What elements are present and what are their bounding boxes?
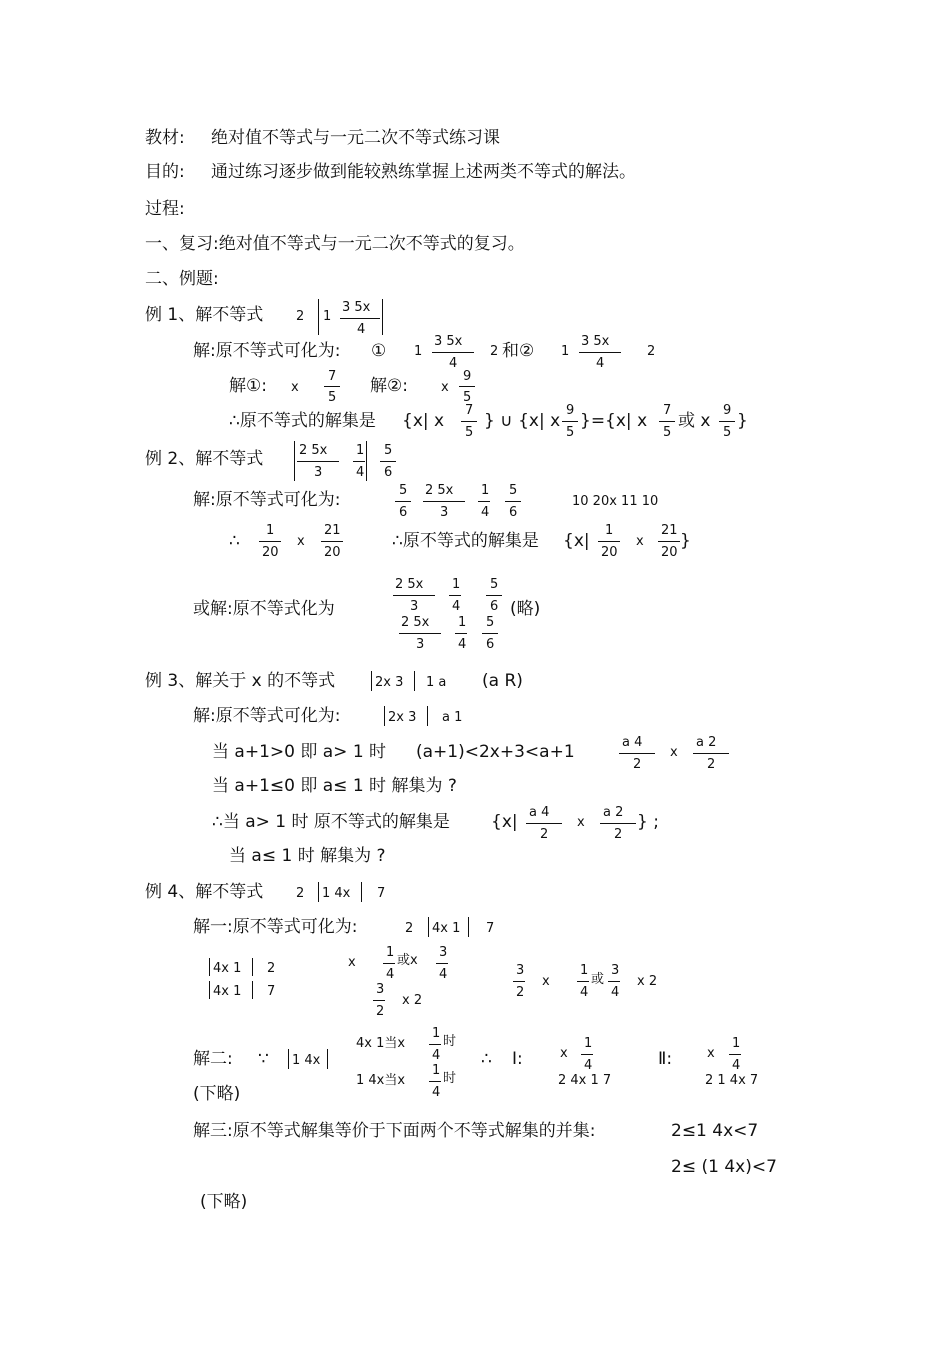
ex1-s2-x: x (441, 380, 449, 395)
ex1-c1-den: 4 (449, 356, 458, 371)
ex4-res-n1: 1 (580, 963, 589, 978)
ex3-case1-ineq: (a+1)<2x+3<a+1 (416, 742, 575, 762)
ex2-alt2-n: 2 5x (401, 615, 430, 630)
ex1-set-a-num: 7 (465, 403, 474, 418)
ex2-q-num1: 2 5x (299, 443, 328, 458)
fraction-bar (373, 1000, 385, 1001)
ex4-sol3-r2: 2≤ (1 4x)<7 (671, 1157, 777, 1177)
ex1-set-or: 或 x (678, 411, 711, 431)
ex2-r1n: 1 (266, 523, 275, 538)
ex4-sys2-x: x (348, 955, 356, 970)
ex3-case2: 当 a+1≤0 即 a≤ 1 时 解集为 ? (212, 776, 457, 796)
ex2-alt2-fd: 4 (458, 637, 467, 652)
ex1-s2-label: 解②: (370, 376, 408, 396)
ex1-s2-den: 5 (463, 390, 472, 405)
ex4-pw2-end: 时 (443, 1071, 457, 1086)
ex4-sys2-n2: 3 (439, 945, 448, 960)
fraction-bar (729, 1054, 741, 1055)
ex1-c1-a: 1 (414, 344, 423, 359)
ex4-sys2-n1: 1 (386, 945, 395, 960)
ex2-set-label: ∴原不等式的解集是 (392, 531, 539, 551)
ex1-title: 例 1、解不等式 (145, 305, 264, 325)
ex4-sys1-r1b: 2 (267, 961, 276, 976)
ex4-q-a: 2 (296, 886, 305, 901)
ex4-II-d: 4 (732, 1058, 741, 1073)
fraction-bar (719, 421, 735, 422)
abs-bar (427, 706, 428, 726)
ex4-I-r2: 2 4x 1 7 (558, 1073, 612, 1088)
ex4-sys1-r2b: 7 (267, 984, 276, 999)
ex1-set-a: {x| x (402, 411, 445, 431)
ex1-s1-label: 解①: (229, 376, 267, 396)
ex2-s2d: 20 (661, 545, 678, 560)
abs-bar (366, 441, 367, 481)
ex1-set-b-den: 5 (566, 425, 575, 440)
ex4-I-x: x (560, 1046, 568, 1061)
ex2-therefore: ∴ (229, 531, 240, 551)
ex2-alt1-rd: 6 (490, 599, 499, 614)
material-label: 教材: (145, 128, 185, 148)
abs-bar (209, 981, 210, 999)
fraction-bar (380, 461, 396, 462)
fraction-bar (513, 981, 525, 982)
ex2-f2n: 2 5x (425, 483, 454, 498)
ex1-c1-b: 2 (490, 344, 499, 359)
ex3-concl-end: } ; (637, 812, 659, 832)
ex2-sol-label: 解:原不等式可化为: (193, 490, 341, 510)
ex4-pw2-d: 4 (432, 1085, 441, 1100)
ex4-I-n: 1 (584, 1036, 593, 1051)
fraction-bar (423, 501, 465, 502)
ex4-sys2-mid: x 2 (402, 993, 423, 1008)
ex3-concl-rn: a 2 (603, 805, 624, 820)
fraction-bar (393, 595, 435, 596)
ex4-res-ln: 3 (516, 963, 525, 978)
fraction-bar (526, 823, 562, 824)
ex1-s2-num: 9 (463, 369, 472, 384)
ex2-omit: (略) (510, 599, 541, 619)
ex3-case1-rn: a 2 (696, 735, 717, 750)
abs-bar (318, 882, 319, 902)
ex4-sys1-r2: 4x 1 (213, 984, 242, 999)
ex3-case1-x: x (670, 745, 678, 760)
ex4-title: 例 4、解不等式 (145, 882, 264, 902)
ex1-set-union: } ∪ {x| x (484, 411, 561, 431)
ex2-alt2-d: 3 (416, 637, 425, 652)
ex2-s2n: 21 (661, 523, 678, 538)
ex4-sol1-a: 2 (405, 921, 414, 936)
examples-heading: 二、例题: (145, 269, 219, 289)
ex1-set-label: ∴原不等式的解集是 (229, 411, 376, 431)
process-heading: 过程: (145, 199, 185, 219)
ex3-concl-x: x (577, 815, 585, 830)
ex4-sol3-label: 解三:原不等式解集等价于下面两个不等式解集的并集: (193, 1121, 596, 1141)
ex2-f4d: 6 (509, 505, 518, 520)
ex2-r2d: 20 (324, 545, 341, 560)
ex1-sol-label: 解:原不等式可化为: (193, 341, 341, 361)
fraction-bar (598, 541, 620, 542)
ex3-concl2: 当 a≤ 1 时 解集为 ? (229, 846, 386, 866)
ex2-alt2-rn: 5 (486, 615, 495, 630)
abs-bar (288, 1049, 289, 1069)
ex4-sys1-r1: 4x 1 (213, 961, 242, 976)
ex2-alt2-rd: 6 (486, 637, 495, 652)
purpose-label: 目的: (145, 162, 185, 182)
ex4-sol2-label: 解二: (193, 1049, 233, 1069)
ex2-r1d: 20 (262, 545, 279, 560)
fraction-bar (482, 633, 498, 634)
ex4-case-I: Ⅰ: (512, 1049, 523, 1069)
ex4-sys2-ln: 3 (376, 982, 385, 997)
ex2-title: 例 2、解不等式 (145, 449, 264, 469)
ex1-s1-num: 7 (328, 369, 337, 384)
ex2-f1n: 5 (399, 483, 408, 498)
fraction-bar (608, 981, 620, 982)
ex4-case-II: Ⅱ: (658, 1049, 673, 1069)
ex3-case1-label: 当 a+1>0 即 a> 1 时 (212, 742, 387, 762)
ex4-res-d2: 4 (611, 985, 620, 1000)
abs-bar (468, 917, 469, 937)
abs-bar (414, 671, 415, 691)
abs-bar (209, 958, 210, 976)
ex4-because: ∵ (258, 1049, 269, 1069)
ex3-case1-ld: 2 (633, 757, 642, 772)
fraction-bar (340, 318, 380, 319)
ex2-f3d: 4 (481, 505, 490, 520)
ex2-q-den2: 4 (356, 465, 365, 480)
ex2-r2n: 21 (324, 523, 341, 538)
fraction-bar (577, 981, 589, 982)
ex3-title: 例 3、解关于 x 的不等式 (145, 671, 336, 691)
ex4-res-or: 或 (591, 972, 605, 987)
ex3-concl-ln: a 4 (529, 805, 550, 820)
ex2-set-a: {x| (563, 531, 590, 551)
ex4-sol1-abs: 4x 1 (432, 921, 461, 936)
fraction-bar (259, 541, 281, 542)
ex1-c1: ① (371, 341, 387, 361)
ex1-set-eq: }={x| x (580, 411, 648, 431)
ex1-s1-x: x (291, 380, 299, 395)
ex1-c2-a: 1 (561, 344, 570, 359)
abs-bar (382, 299, 383, 335)
ex1-set-end: } (737, 411, 748, 431)
ex1-q-b: 1 (323, 309, 332, 324)
abs-bar (384, 706, 385, 726)
fraction-bar (486, 595, 502, 596)
fraction-bar (658, 541, 680, 542)
fraction-bar (429, 1081, 441, 1082)
ex3-sol-label: 解:原不等式可化为: (193, 706, 341, 726)
ex3-q-rest: 1 a (426, 675, 447, 690)
ex4-pw2: 1 4x当x (356, 1073, 406, 1088)
abs-bar (371, 671, 372, 691)
ex4-pw2-n: 1 (432, 1063, 441, 1078)
fraction-bar (478, 501, 490, 502)
fraction-bar (436, 963, 448, 964)
ex2-set-end: } (680, 531, 691, 551)
fraction-bar (459, 386, 475, 387)
ex4-sol1-b: 7 (486, 921, 495, 936)
purpose-text: 通过练习逐步做到能较熟练掌握上述两类不等式的解法。 (211, 162, 636, 182)
ex2-q-num2: 1 (356, 443, 365, 458)
ex2-q-num3: 5 (384, 443, 393, 458)
ex2-alt1-fd: 4 (452, 599, 461, 614)
ex2-s1d: 20 (601, 545, 618, 560)
ex1-c2-den: 4 (596, 356, 605, 371)
ex1-q-num: 3 5x (342, 300, 371, 315)
ex1-c2-b: 2 (647, 344, 656, 359)
ex4-I-d: 4 (584, 1058, 593, 1073)
ex3-case1-ln: a 4 (622, 735, 643, 750)
ex4-res-n2: 3 (611, 963, 620, 978)
ex1-set-d-den: 5 (723, 425, 732, 440)
ex4-sys2-ld: 2 (376, 1004, 385, 1019)
fraction-bar (562, 421, 578, 422)
ex4-pw1: 4x 1当x (356, 1036, 406, 1051)
fraction-bar (600, 823, 636, 824)
ex4-res-tail: x 2 (637, 974, 658, 989)
ex4-res-x: x (542, 974, 550, 989)
abs-bar (318, 299, 319, 335)
ex2-rx: x (297, 534, 305, 549)
fraction-bar (659, 421, 675, 422)
fraction-bar (353, 461, 365, 462)
material-text: 绝对值不等式与一元二次不等式练习课 (211, 128, 500, 148)
ex1-set-c-num: 7 (663, 403, 672, 418)
ex2-alt1-rn: 5 (490, 577, 499, 592)
ex1-set-c-den: 5 (663, 425, 672, 440)
ex1-c1-num: 3 5x (434, 334, 463, 349)
review-section: 一、复习:绝对值不等式与一元二次不等式的复习。 (145, 234, 525, 254)
fraction-bar (461, 421, 477, 422)
ex4-q-b: 7 (377, 886, 386, 901)
fraction-bar (395, 501, 411, 502)
ex3-sol-rest: a 1 (442, 710, 463, 725)
fraction-bar (693, 753, 729, 754)
ex1-set-a-den: 5 (465, 425, 474, 440)
ex3-concl-ld: 2 (540, 827, 549, 842)
ex4-res-ld: 2 (516, 985, 525, 1000)
ex4-sys2-or: 或x (397, 953, 418, 968)
ex4-res-d1: 4 (580, 985, 589, 1000)
ex1-and: 和② (502, 341, 535, 361)
ex4-pw1-d: 4 (432, 1048, 441, 1063)
abs-bar (252, 981, 253, 999)
ex4-pw1-end: 时 (443, 1034, 457, 1049)
abs-bar (428, 917, 429, 937)
fraction-bar (321, 541, 343, 542)
abs-bar (361, 882, 362, 902)
ex2-alt1-n: 2 5x (395, 577, 424, 592)
ex4-II-r2: 2 1 4x 7 (705, 1073, 759, 1088)
ex2-s1n: 1 (605, 523, 614, 538)
ex1-q-den: 4 (357, 322, 366, 337)
abs-bar (327, 1049, 328, 1069)
ex1-q-a: 2 (296, 309, 305, 324)
fraction-bar (619, 753, 655, 754)
ex4-sys2-d2: 4 (439, 967, 448, 982)
ex4-sol1-label: 解一:原不等式可化为: (193, 917, 358, 937)
ex1-set-d-num: 9 (723, 403, 732, 418)
ex1-s1-den: 5 (328, 390, 337, 405)
abs-bar (252, 958, 253, 976)
fraction-bar (581, 1054, 593, 1055)
fraction-bar (297, 461, 339, 462)
ex4-therefore: ∴ (481, 1049, 492, 1069)
ex3-case1-rd: 2 (707, 757, 716, 772)
ex3-q-abs: 2x 3 (375, 675, 404, 690)
ex3-concl-label: ∴当 a> 1 时 原不等式的解集是 (212, 812, 450, 832)
fraction-bar (324, 386, 340, 387)
abs-bar (294, 441, 295, 481)
ex2-alt1-fn: 1 (452, 577, 461, 592)
ex4-q-abs: 1 4x (322, 886, 351, 901)
ex4-omit1: (下略) (193, 1084, 241, 1104)
ex2-q-den1: 3 (314, 465, 323, 480)
fraction-bar (455, 633, 467, 634)
ex2-alt-label: 或解:原不等式化为 (193, 599, 335, 619)
fraction-bar (429, 1044, 441, 1045)
ex4-omit2: (下略) (200, 1192, 248, 1212)
ex4-sys2-d1: 4 (386, 967, 395, 982)
ex2-f2d: 3 (440, 505, 449, 520)
ex2-linear: 10 20x 11 10 (572, 494, 659, 509)
ex3-concl-rd: 2 (614, 827, 623, 842)
fraction-bar (432, 352, 474, 353)
fraction-bar (383, 963, 395, 964)
fraction-bar (579, 352, 621, 353)
ex4-II-x: x (707, 1046, 715, 1061)
ex4-sol3-r1: 2≤1 4x<7 (671, 1121, 759, 1141)
ex2-alt2-fn: 1 (458, 615, 467, 630)
ex4-II-n: 1 (732, 1036, 741, 1051)
ex4-sol2-abs: 1 4x (292, 1053, 321, 1068)
ex1-c2-num: 3 5x (581, 334, 610, 349)
ex2-f3n: 1 (481, 483, 490, 498)
ex2-alt1-d: 3 (410, 599, 419, 614)
fraction-bar (399, 633, 441, 634)
ex2-sx: x (636, 534, 644, 549)
ex3-concl-set: {x| (491, 812, 518, 832)
ex2-q-den3: 6 (384, 465, 393, 480)
ex4-pw1-n: 1 (432, 1026, 441, 1041)
fraction-bar (449, 595, 461, 596)
fraction-bar (505, 501, 521, 502)
ex1-set-b-num: 9 (566, 403, 575, 418)
ex2-f1d: 6 (399, 505, 408, 520)
ex2-f4n: 5 (509, 483, 518, 498)
ex3-sol-abs: 2x 3 (388, 710, 417, 725)
ex3-q-param: (a R) (482, 671, 523, 691)
